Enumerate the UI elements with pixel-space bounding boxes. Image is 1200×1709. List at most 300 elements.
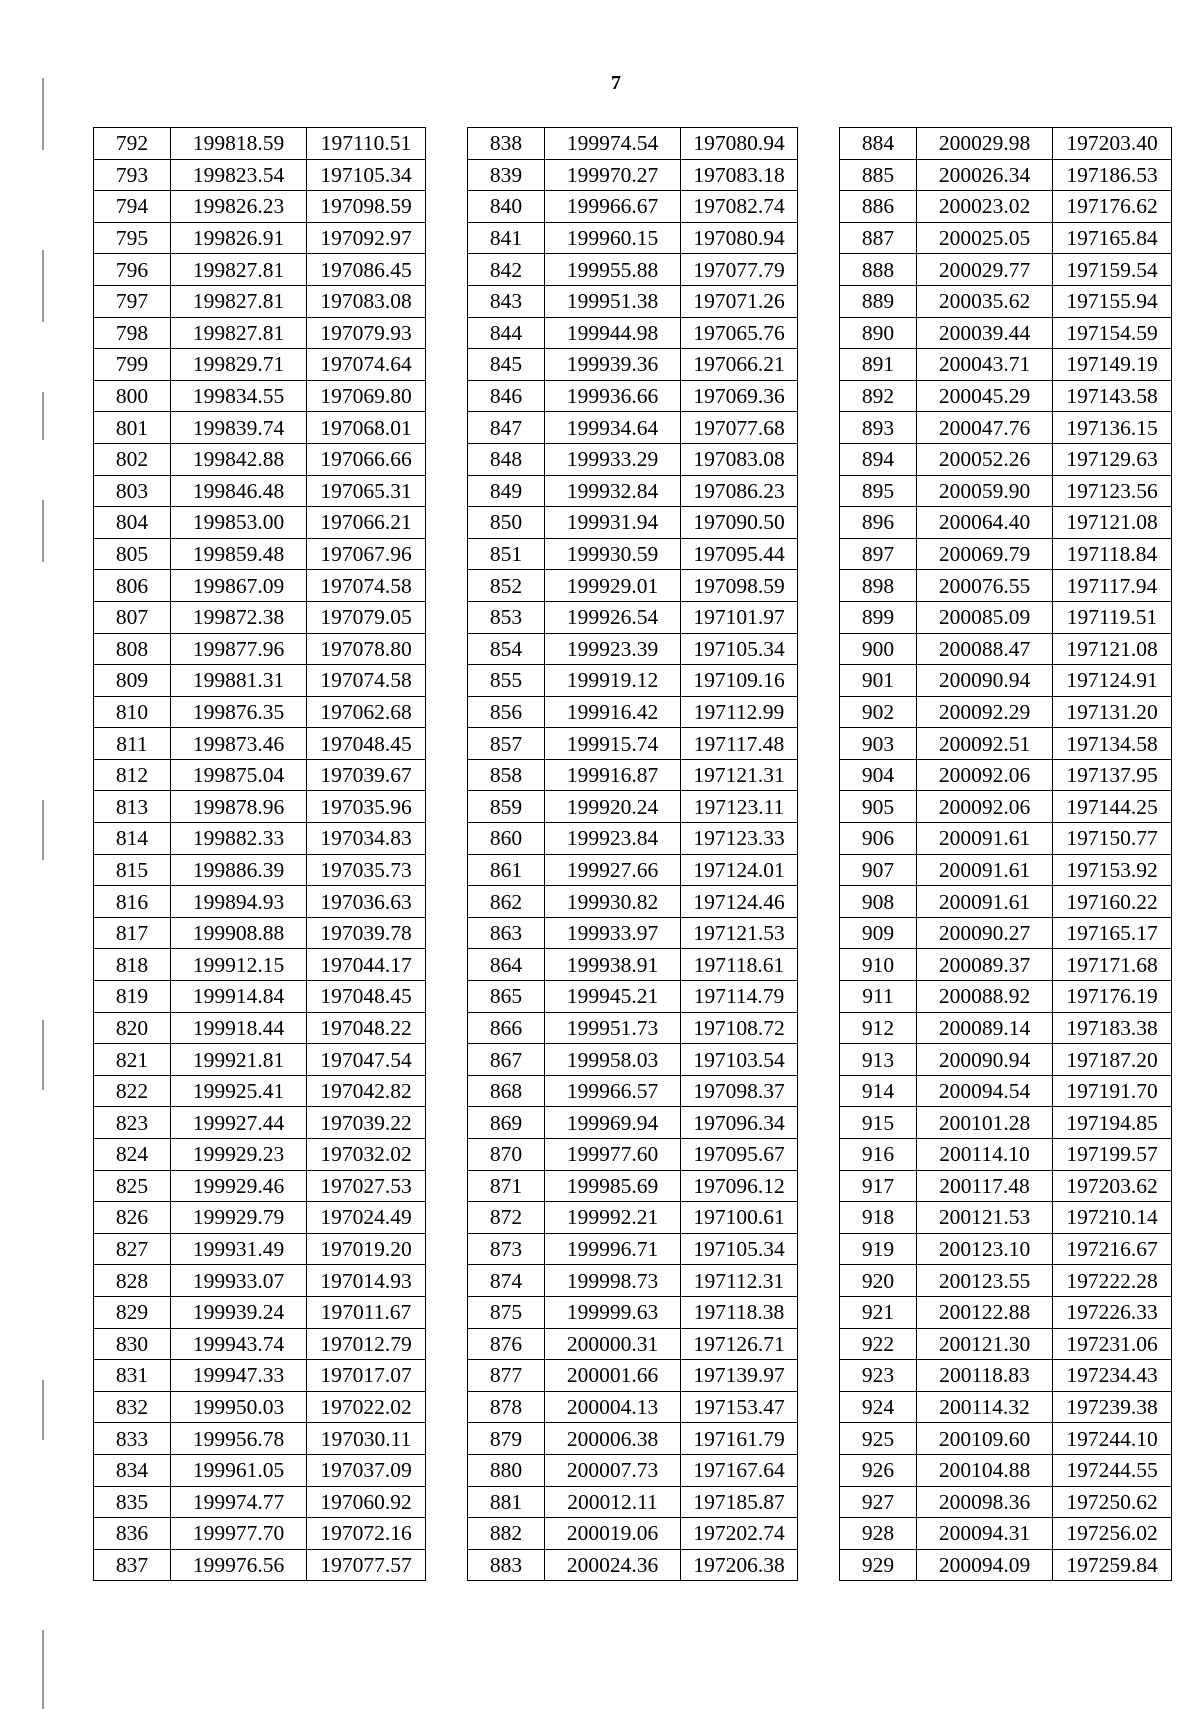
table-row: [468, 981, 798, 1013]
point-number-cell: 865: [468, 981, 545, 1013]
point-number-cell: 887: [840, 222, 917, 254]
point-number-cell: 866: [468, 1012, 545, 1044]
y-coordinate-cell: 197149.19: [1053, 349, 1172, 381]
point-number-cell: 816: [94, 886, 171, 918]
x-coordinate-cell: 199999.63: [545, 1296, 681, 1328]
point-number-cell: 810: [94, 696, 171, 728]
x-coordinate-cell: 199927.66: [545, 854, 681, 886]
y-coordinate-cell: 197098.37: [681, 1075, 798, 1107]
x-coordinate-cell: 200090.94: [917, 1044, 1053, 1076]
x-coordinate-cell: 200104.88: [917, 1454, 1053, 1486]
point-number-cell: 916: [840, 1139, 917, 1171]
table-row: [840, 1075, 1172, 1107]
point-number-cell: 818: [94, 949, 171, 981]
y-coordinate-cell: 197161.79: [681, 1423, 798, 1455]
y-coordinate-cell: 197048.22: [307, 1012, 426, 1044]
x-coordinate-cell: 199966.67: [545, 191, 681, 223]
y-coordinate-cell: 197101.97: [681, 601, 798, 633]
x-coordinate-cell: 200043.71: [917, 349, 1053, 381]
x-coordinate-cell: 200090.94: [917, 665, 1053, 697]
x-coordinate-cell: 199931.94: [545, 507, 681, 539]
y-coordinate-cell: 197210.14: [1053, 1202, 1172, 1234]
x-coordinate-cell: 199933.97: [545, 917, 681, 949]
point-number-cell: 807: [94, 601, 171, 633]
y-coordinate-cell: 197077.79: [681, 254, 798, 286]
x-coordinate-cell: 199955.88: [545, 254, 681, 286]
table-row: [94, 696, 426, 728]
point-number-cell: 833: [94, 1423, 171, 1455]
x-coordinate-cell: 200101.28: [917, 1107, 1053, 1139]
x-coordinate-cell: 200029.98: [917, 128, 1053, 160]
y-coordinate-cell: 197047.54: [307, 1044, 426, 1076]
scan-margin-mark: [42, 78, 44, 150]
x-coordinate-cell: 200025.05: [917, 222, 1053, 254]
table-row: [840, 1486, 1172, 1518]
y-coordinate-cell: 197186.53: [1053, 159, 1172, 191]
y-coordinate-cell: 197048.45: [307, 981, 426, 1013]
x-coordinate-cell: 200059.90: [917, 475, 1053, 507]
table-row: [468, 1328, 798, 1360]
point-number-cell: 819: [94, 981, 171, 1013]
point-number-cell: 857: [468, 728, 545, 760]
y-coordinate-cell: 197119.51: [1053, 601, 1172, 633]
y-coordinate-cell: 197150.77: [1053, 823, 1172, 855]
y-coordinate-cell: 197226.33: [1053, 1296, 1172, 1328]
x-coordinate-cell: 199920.24: [545, 791, 681, 823]
x-coordinate-cell: 199950.03: [171, 1391, 307, 1423]
x-coordinate-cell: 200004.13: [545, 1391, 681, 1423]
point-number-cell: 842: [468, 254, 545, 286]
x-coordinate-cell: 199859.48: [171, 538, 307, 570]
point-number-cell: 913: [840, 1044, 917, 1076]
table-row: [840, 601, 1172, 633]
table-row: [94, 886, 426, 918]
point-number-cell: 821: [94, 1044, 171, 1076]
table-row: [840, 1265, 1172, 1297]
point-number-cell: 861: [468, 854, 545, 886]
x-coordinate-cell: 200092.29: [917, 696, 1053, 728]
x-coordinate-cell: 199846.48: [171, 475, 307, 507]
table-row: [840, 1233, 1172, 1265]
y-coordinate-cell: 197080.94: [681, 222, 798, 254]
scan-margin-mark: [42, 1630, 44, 1709]
point-number-cell: 862: [468, 886, 545, 918]
table-row: [468, 696, 798, 728]
x-coordinate-cell: 199827.81: [171, 285, 307, 317]
table-row: [468, 1296, 798, 1328]
coordinate-table-2: [467, 127, 798, 1581]
point-number-cell: 917: [840, 1170, 917, 1202]
table-row: [840, 1139, 1172, 1171]
point-number-cell: 893: [840, 412, 917, 444]
y-coordinate-cell: 197153.92: [1053, 854, 1172, 886]
table-row: [468, 1044, 798, 1076]
table-row: [468, 412, 798, 444]
table-row: [468, 128, 798, 160]
table-row: [94, 1549, 426, 1581]
scan-margin-mark: [42, 250, 44, 322]
scan-margin-mark: [42, 1020, 44, 1090]
x-coordinate-cell: 200114.32: [917, 1391, 1053, 1423]
table-row: [94, 349, 426, 381]
y-coordinate-cell: 197068.01: [307, 412, 426, 444]
x-coordinate-cell: 199970.27: [545, 159, 681, 191]
point-number-cell: 897: [840, 538, 917, 570]
point-number-cell: 811: [94, 728, 171, 760]
point-number-cell: 910: [840, 949, 917, 981]
y-coordinate-cell: 197123.56: [1053, 475, 1172, 507]
y-coordinate-cell: 197017.07: [307, 1360, 426, 1392]
table-row: [468, 633, 798, 665]
y-coordinate-cell: 197012.79: [307, 1328, 426, 1360]
table-row: [468, 1486, 798, 1518]
x-coordinate-cell: 200024.36: [545, 1549, 681, 1581]
table-row: [468, 1454, 798, 1486]
y-coordinate-cell: 197126.71: [681, 1328, 798, 1360]
x-coordinate-cell: 200123.55: [917, 1265, 1053, 1297]
x-coordinate-cell: 200000.31: [545, 1328, 681, 1360]
x-coordinate-cell: 200091.61: [917, 886, 1053, 918]
y-coordinate-cell: 197123.11: [681, 791, 798, 823]
table-row: [468, 159, 798, 191]
point-number-cell: 855: [468, 665, 545, 697]
point-number-cell: 919: [840, 1233, 917, 1265]
point-number-cell: 835: [94, 1486, 171, 1518]
table-row: [94, 949, 426, 981]
y-coordinate-cell: 197014.93: [307, 1265, 426, 1297]
point-number-cell: 826: [94, 1202, 171, 1234]
x-coordinate-cell: 199985.69: [545, 1170, 681, 1202]
y-coordinate-cell: 197096.12: [681, 1170, 798, 1202]
point-number-cell: 824: [94, 1139, 171, 1171]
y-coordinate-cell: 197095.67: [681, 1139, 798, 1171]
x-coordinate-cell: 199938.91: [545, 949, 681, 981]
x-coordinate-cell: 200091.61: [917, 823, 1053, 855]
y-coordinate-cell: 197123.33: [681, 823, 798, 855]
y-coordinate-cell: 197202.74: [681, 1518, 798, 1550]
point-number-cell: 843: [468, 285, 545, 317]
x-coordinate-cell: 200076.55: [917, 570, 1053, 602]
y-coordinate-cell: 197165.17: [1053, 917, 1172, 949]
x-coordinate-cell: 199929.46: [171, 1170, 307, 1202]
table-row: [94, 317, 426, 349]
point-number-cell: 863: [468, 917, 545, 949]
y-coordinate-cell: 197098.59: [681, 570, 798, 602]
table-row: [94, 854, 426, 886]
point-number-cell: 879: [468, 1423, 545, 1455]
y-coordinate-cell: 197160.22: [1053, 886, 1172, 918]
point-number-cell: 912: [840, 1012, 917, 1044]
table-row: [840, 570, 1172, 602]
table-row: [468, 601, 798, 633]
point-number-cell: 841: [468, 222, 545, 254]
x-coordinate-cell: 199886.39: [171, 854, 307, 886]
x-coordinate-cell: 199977.70: [171, 1518, 307, 1550]
y-coordinate-cell: 197083.18: [681, 159, 798, 191]
x-coordinate-cell: 200121.53: [917, 1202, 1053, 1234]
y-coordinate-cell: 197103.54: [681, 1044, 798, 1076]
table-row: [468, 1075, 798, 1107]
scan-margin-mark: [42, 500, 44, 562]
table-row: [840, 854, 1172, 886]
y-coordinate-cell: 197117.48: [681, 728, 798, 760]
table-row: [94, 1044, 426, 1076]
point-number-cell: 900: [840, 633, 917, 665]
table-row: [94, 1423, 426, 1455]
y-coordinate-cell: 197072.16: [307, 1518, 426, 1550]
y-coordinate-cell: 197074.64: [307, 349, 426, 381]
point-number-cell: 926: [840, 1454, 917, 1486]
x-coordinate-cell: 200121.30: [917, 1328, 1053, 1360]
table-row: [840, 1107, 1172, 1139]
y-coordinate-cell: 197176.62: [1053, 191, 1172, 223]
table-row: [94, 475, 426, 507]
y-coordinate-cell: 197117.94: [1053, 570, 1172, 602]
point-number-cell: 834: [94, 1454, 171, 1486]
table-row: [840, 1360, 1172, 1392]
x-coordinate-cell: 199998.73: [545, 1265, 681, 1297]
x-coordinate-cell: 199875.04: [171, 759, 307, 791]
point-number-cell: 793: [94, 159, 171, 191]
point-number-cell: 801: [94, 412, 171, 444]
y-coordinate-cell: 197039.67: [307, 759, 426, 791]
x-coordinate-cell: 199977.60: [545, 1139, 681, 1171]
x-coordinate-cell: 199823.54: [171, 159, 307, 191]
x-coordinate-cell: 199827.81: [171, 254, 307, 286]
y-coordinate-cell: 197239.38: [1053, 1391, 1172, 1423]
y-coordinate-cell: 197112.31: [681, 1265, 798, 1297]
y-coordinate-cell: 197065.31: [307, 475, 426, 507]
scan-margin-mark: [42, 1380, 44, 1440]
x-coordinate-cell: 199872.38: [171, 601, 307, 633]
point-number-cell: 890: [840, 317, 917, 349]
x-coordinate-cell: 200052.26: [917, 443, 1053, 475]
x-coordinate-cell: 200064.40: [917, 507, 1053, 539]
table-row: [468, 1391, 798, 1423]
point-number-cell: 881: [468, 1486, 545, 1518]
point-number-cell: 891: [840, 349, 917, 381]
table-row: [468, 1107, 798, 1139]
table-row: [840, 349, 1172, 381]
point-number-cell: 907: [840, 854, 917, 886]
point-number-cell: 823: [94, 1107, 171, 1139]
table-row: [468, 1170, 798, 1202]
point-number-cell: 828: [94, 1265, 171, 1297]
x-coordinate-cell: 199969.94: [545, 1107, 681, 1139]
table-row: [468, 191, 798, 223]
y-coordinate-cell: 197079.93: [307, 317, 426, 349]
table-row: [840, 1296, 1172, 1328]
table-row: [94, 1518, 426, 1550]
point-number-cell: 889: [840, 285, 917, 317]
x-coordinate-cell: 200089.37: [917, 949, 1053, 981]
x-coordinate-cell: 199826.23: [171, 191, 307, 223]
point-number-cell: 880: [468, 1454, 545, 1486]
y-coordinate-cell: 197121.53: [681, 917, 798, 949]
y-coordinate-cell: 197118.38: [681, 1296, 798, 1328]
point-number-cell: 849: [468, 475, 545, 507]
x-coordinate-cell: 200122.88: [917, 1296, 1053, 1328]
table-row: [94, 601, 426, 633]
y-coordinate-cell: 197035.73: [307, 854, 426, 886]
point-number-cell: 795: [94, 222, 171, 254]
table-row: [94, 1360, 426, 1392]
table-row: [840, 728, 1172, 760]
table-row: [840, 317, 1172, 349]
point-number-cell: 813: [94, 791, 171, 823]
point-number-cell: 846: [468, 380, 545, 412]
y-coordinate-cell: 197074.58: [307, 570, 426, 602]
table-row: [94, 443, 426, 475]
y-coordinate-cell: 197222.28: [1053, 1265, 1172, 1297]
x-coordinate-cell: 199918.44: [171, 1012, 307, 1044]
table-row: [468, 507, 798, 539]
x-coordinate-cell: 200089.14: [917, 1012, 1053, 1044]
point-number-cell: 850: [468, 507, 545, 539]
table-row: [468, 823, 798, 855]
table-row: [94, 191, 426, 223]
point-number-cell: 869: [468, 1107, 545, 1139]
x-coordinate-cell: 200069.79: [917, 538, 1053, 570]
table-row: [468, 349, 798, 381]
x-coordinate-cell: 199925.41: [171, 1075, 307, 1107]
x-coordinate-cell: 199992.21: [545, 1202, 681, 1234]
table-row: [840, 1518, 1172, 1550]
y-coordinate-cell: 197098.59: [307, 191, 426, 223]
table-row: [468, 1139, 798, 1171]
x-coordinate-cell: 199974.77: [171, 1486, 307, 1518]
coordinate-table-1: [93, 127, 426, 1581]
x-coordinate-cell: 200039.44: [917, 317, 1053, 349]
x-coordinate-cell: 199947.33: [171, 1360, 307, 1392]
point-number-cell: 797: [94, 285, 171, 317]
table-row: [94, 1233, 426, 1265]
y-coordinate-cell: 197118.61: [681, 949, 798, 981]
y-coordinate-cell: 197121.31: [681, 759, 798, 791]
x-coordinate-cell: 200026.34: [917, 159, 1053, 191]
y-coordinate-cell: 197105.34: [681, 633, 798, 665]
table-row: [94, 823, 426, 855]
point-number-cell: 896: [840, 507, 917, 539]
x-coordinate-cell: 199944.98: [545, 317, 681, 349]
point-number-cell: 836: [94, 1518, 171, 1550]
point-number-cell: 883: [468, 1549, 545, 1581]
table-row: [468, 665, 798, 697]
table-row: [468, 854, 798, 886]
table-row: [840, 1423, 1172, 1455]
x-coordinate-cell: 200117.48: [917, 1170, 1053, 1202]
y-coordinate-cell: 197108.72: [681, 1012, 798, 1044]
y-coordinate-cell: 197154.59: [1053, 317, 1172, 349]
point-number-cell: 820: [94, 1012, 171, 1044]
table-row: [94, 1170, 426, 1202]
table-row: [468, 791, 798, 823]
y-coordinate-cell: 197065.76: [681, 317, 798, 349]
table-row: [840, 791, 1172, 823]
table-row: [840, 285, 1172, 317]
table-row: [468, 380, 798, 412]
point-number-cell: 870: [468, 1139, 545, 1171]
point-number-cell: 860: [468, 823, 545, 855]
x-coordinate-cell: 199951.38: [545, 285, 681, 317]
point-number-cell: 803: [94, 475, 171, 507]
point-number-cell: 809: [94, 665, 171, 697]
point-number-cell: 901: [840, 665, 917, 697]
x-coordinate-cell: 199915.74: [545, 728, 681, 760]
table-row: [94, 665, 426, 697]
y-coordinate-cell: 197165.84: [1053, 222, 1172, 254]
table-row: [840, 128, 1172, 160]
point-number-cell: 888: [840, 254, 917, 286]
y-coordinate-cell: 197153.47: [681, 1391, 798, 1423]
table-row: [94, 1454, 426, 1486]
y-coordinate-cell: 197231.06: [1053, 1328, 1172, 1360]
table-row: [840, 823, 1172, 855]
point-number-cell: 825: [94, 1170, 171, 1202]
x-coordinate-cell: 199826.91: [171, 222, 307, 254]
x-coordinate-cell: 199878.96: [171, 791, 307, 823]
point-number-cell: 806: [94, 570, 171, 602]
y-coordinate-cell: 197159.54: [1053, 254, 1172, 286]
x-coordinate-cell: 200098.36: [917, 1486, 1053, 1518]
x-coordinate-cell: 199939.24: [171, 1296, 307, 1328]
point-number-cell: 920: [840, 1265, 917, 1297]
y-coordinate-cell: 197048.45: [307, 728, 426, 760]
point-number-cell: 905: [840, 791, 917, 823]
table-row: [840, 949, 1172, 981]
y-coordinate-cell: 197143.58: [1053, 380, 1172, 412]
y-coordinate-cell: 197203.62: [1053, 1170, 1172, 1202]
point-number-cell: 915: [840, 1107, 917, 1139]
y-coordinate-cell: 197082.74: [681, 191, 798, 223]
x-coordinate-cell: 199873.46: [171, 728, 307, 760]
table-row: [840, 759, 1172, 791]
point-number-cell: 922: [840, 1328, 917, 1360]
y-coordinate-cell: 197203.40: [1053, 128, 1172, 160]
point-number-cell: 847: [468, 412, 545, 444]
y-coordinate-cell: 197105.34: [681, 1233, 798, 1265]
point-number-cell: 814: [94, 823, 171, 855]
point-number-cell: 845: [468, 349, 545, 381]
y-coordinate-cell: 197244.55: [1053, 1454, 1172, 1486]
table-row: [94, 285, 426, 317]
y-coordinate-cell: 197118.84: [1053, 538, 1172, 570]
x-coordinate-cell: 199933.07: [171, 1265, 307, 1297]
table-row: [468, 222, 798, 254]
point-number-cell: 923: [840, 1360, 917, 1392]
point-number-cell: 877: [468, 1360, 545, 1392]
x-coordinate-cell: 199923.39: [545, 633, 681, 665]
table-row: [94, 728, 426, 760]
y-coordinate-cell: 197139.97: [681, 1360, 798, 1392]
y-coordinate-cell: 197114.79: [681, 981, 798, 1013]
point-number-cell: 921: [840, 1296, 917, 1328]
point-number-cell: 848: [468, 443, 545, 475]
x-coordinate-cell: 199966.57: [545, 1075, 681, 1107]
table-row: [468, 759, 798, 791]
point-number-cell: 854: [468, 633, 545, 665]
y-coordinate-cell: 197124.91: [1053, 665, 1172, 697]
y-coordinate-cell: 197194.85: [1053, 1107, 1172, 1139]
y-coordinate-cell: 197124.46: [681, 886, 798, 918]
y-coordinate-cell: 197121.08: [1053, 633, 1172, 665]
x-coordinate-cell: 199976.56: [171, 1549, 307, 1581]
x-coordinate-cell: 200090.27: [917, 917, 1053, 949]
y-coordinate-cell: 197105.34: [307, 159, 426, 191]
point-number-cell: 904: [840, 759, 917, 791]
x-coordinate-cell: 199956.78: [171, 1423, 307, 1455]
table-row: [94, 1107, 426, 1139]
